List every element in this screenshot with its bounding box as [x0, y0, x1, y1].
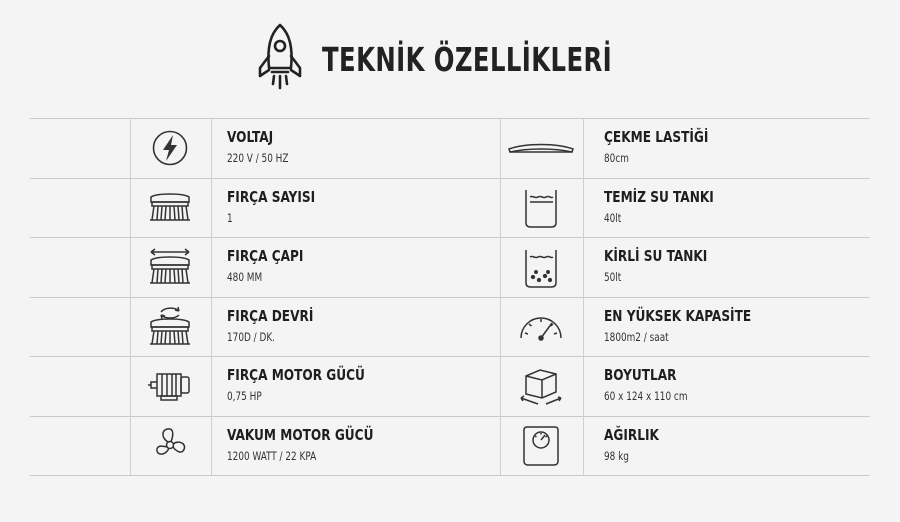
- spec-label: BOYUTLAR: [604, 366, 677, 384]
- column-divider: [500, 118, 501, 475]
- gauge-icon: [518, 311, 564, 341]
- fan-icon: [150, 425, 190, 465]
- column-divider: [130, 118, 131, 475]
- page-title: TEKNİK ÖZELLİKLERİ: [322, 40, 613, 79]
- spec-value: 1800m2 / saat: [604, 329, 669, 344]
- row-divider: [30, 416, 870, 417]
- row-divider: [30, 356, 870, 357]
- spec-label: EN YÜKSEK KAPASİTE: [604, 306, 752, 325]
- spec-value: 98 kg: [604, 448, 629, 463]
- spec-value: 1: [227, 210, 233, 225]
- spec-label: AĞIRLIK: [604, 425, 659, 444]
- row-divider: [30, 178, 870, 179]
- row-divider: [30, 118, 870, 119]
- header: [0, 0, 900, 112]
- rocket-icon: [255, 22, 305, 94]
- spec-label: VOLTAJ: [227, 128, 274, 146]
- spec-value: 480 MM: [227, 270, 263, 284]
- row-divider: [30, 237, 870, 238]
- brush-rotation-icon: [147, 306, 193, 346]
- box-dimensions-icon: [516, 364, 566, 408]
- spec-value: 60 x 124 x 110 cm: [604, 389, 688, 403]
- lightning-icon: [150, 128, 190, 168]
- squeegee-icon: [506, 137, 576, 159]
- spec-value: 220 V / 50 HZ: [227, 151, 289, 165]
- spec-value: 40lt: [604, 210, 622, 225]
- clean-water-tank-icon: [521, 185, 561, 229]
- row-divider: [30, 475, 870, 476]
- spec-value: 80cm: [604, 151, 629, 165]
- column-divider: [211, 118, 212, 475]
- spec-label: VAKUM MOTOR GÜCÜ: [227, 425, 374, 444]
- spec-value: 50lt: [604, 270, 622, 284]
- brush-icon: [147, 191, 193, 223]
- motor-icon: [147, 370, 193, 402]
- spec-label: FIRÇA SAYISI: [227, 187, 316, 206]
- spec-value: 170D / DK.: [227, 329, 275, 344]
- spec-label: ÇEKME LASTİĞİ: [604, 128, 709, 146]
- scale-icon: [521, 423, 561, 467]
- brush-diameter-icon: [147, 248, 193, 286]
- dirty-water-tank-icon: [521, 245, 561, 289]
- spec-label: KİRLİ SU TANKI: [604, 247, 708, 265]
- spec-label: FIRÇA MOTOR GÜCÜ: [227, 366, 365, 384]
- spec-label: FIRÇA ÇAPI: [227, 247, 304, 265]
- spec-value: 1200 WATT / 22 KPA: [227, 448, 317, 463]
- row-divider: [30, 297, 870, 298]
- spec-label: FIRÇA DEVRİ: [227, 306, 314, 325]
- spec-label: TEMİZ SU TANKI: [604, 187, 714, 206]
- spec-value: 0,75 HP: [227, 389, 262, 403]
- column-divider: [583, 118, 584, 475]
